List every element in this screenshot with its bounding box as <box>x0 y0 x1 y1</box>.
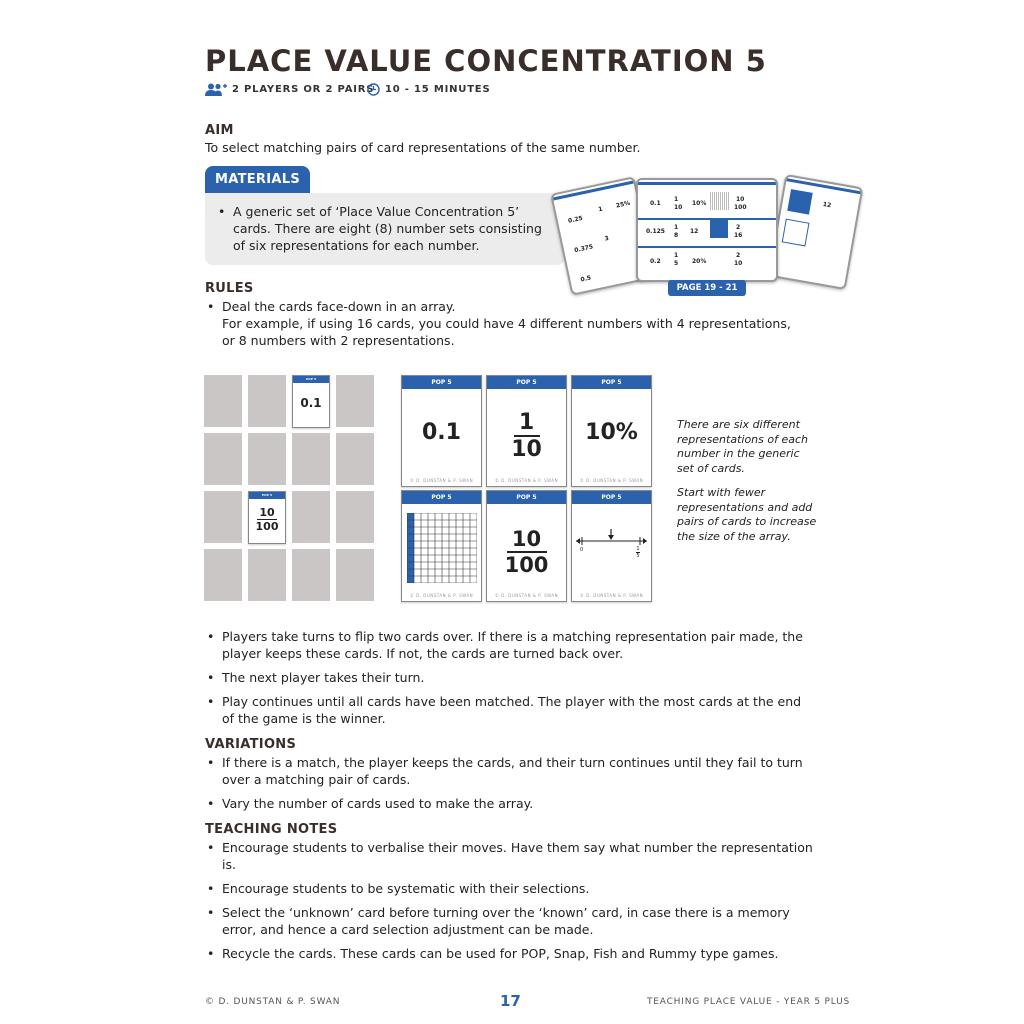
rules-list <box>205 628 815 734</box>
variations-item: • If there is a match, the player keeps the cards, and their turn continues until they fail to turn over a matching pair of cards. <box>205 754 820 788</box>
card-grid[interactable]: POP 5 © D. DUNSTAN & P. SWAN <box>401 490 482 602</box>
aim-heading: AIM <box>205 123 234 138</box>
rules-item: • Deal the cards face-down in an array. <box>205 298 805 315</box>
variations-list <box>205 754 820 819</box>
page-number: 17 <box>500 992 521 1010</box>
rules-item: • Play continues until all cards have been matched. The player with the most cards at the end of the game is the winner. <box>205 693 815 727</box>
teaching-note-item: • Select the ‘unknown’ card before turning over the ‘known’ card, in case there is a memory error, and hence a card selection adjustment can be made. <box>205 904 815 938</box>
variations-heading: VARIATIONS <box>205 737 297 752</box>
side-note-p2: Start with fewer representations and add pairs of cards to increase the size of the array. <box>677 486 817 543</box>
side-note-p1: There are six different representations of each number in the generic set of cards. <box>677 418 809 475</box>
flipped-card[interactable]: POP 5 0.1 <box>292 375 330 428</box>
materials-list <box>216 203 546 261</box>
rules-item: • The next player takes their turn. <box>205 669 815 686</box>
time-label: 10 - 15 MINUTES <box>385 84 491 95</box>
card-array <box>204 375 379 603</box>
rules-item: • Players take turns to flip two cards over. If there is a matching representation pair made, the player keeps these cards. If not, the cards are turned back over. <box>205 628 815 662</box>
teaching-note-item: • Encourage students to be systematic with their selections. <box>205 880 815 897</box>
preview-page-left: 0.25 1 25% 0.375 3 0.5 <box>550 176 656 296</box>
time-info <box>367 83 490 96</box>
footer-copyright: © D. DUNSTAN & P. SWAN <box>205 997 341 1007</box>
preview-page-right: 12 <box>768 174 864 290</box>
clock-icon <box>367 83 380 96</box>
flipped-card[interactable]: POP 5 10 100 <box>248 491 286 544</box>
card-fraction-hundredths[interactable]: POP 5 10 100 © D. DUNSTAN & P. SWAN <box>486 490 567 602</box>
page-title: PLACE VALUE CONCENTRATION 5 <box>205 44 767 78</box>
variations-item: • Vary the number of cards used to make the array. <box>205 795 820 812</box>
rules-heading: RULES <box>205 281 254 296</box>
players-label: 2 PLAYERS OR 2 PAIRS <box>232 84 375 95</box>
card-percent[interactable]: POP 5 10% © D. DUNSTAN & P. SWAN <box>571 375 652 487</box>
players-info <box>205 83 374 96</box>
number-line-fraction: 1 5 <box>636 546 640 559</box>
number-line-zero: 0 <box>580 547 584 553</box>
rules-intro <box>205 298 805 349</box>
materials-tab: MATERIALS <box>205 166 310 193</box>
card-fraction[interactable]: POP 5 1 10 © D. DUNSTAN & P. SWAN <box>486 375 567 487</box>
card-decimal[interactable]: POP 5 0.1 © D. DUNSTAN & P. SWAN <box>401 375 482 487</box>
page-badge: PAGE 19 - 21 <box>668 280 746 296</box>
number-line-icon <box>574 527 649 547</box>
rules-example: For example, if using 16 cards, you could have 4 different numbers with 4 representations, or 8 numbers with 2 representations. <box>222 316 791 348</box>
side-note <box>677 418 817 544</box>
teaching-note-item: • Recycle the cards. These cards can be used for POP, Snap, Fish and Rummy type games. <box>205 945 815 962</box>
footer-book-title: TEACHING PLACE VALUE - YEAR 5 PLUS <box>647 997 851 1007</box>
teaching-note-item: • Encourage students to verbalise their moves. Have them say what number the representation is. <box>205 839 815 873</box>
aim-text: To select matching pairs of card representations of the same number. <box>205 140 641 155</box>
card-pages-preview <box>556 160 861 300</box>
hundred-grid-icon <box>407 513 477 583</box>
card-number-line[interactable]: POP 5 0 1 5 © D. DUNSTAN & P. SWAN <box>571 490 652 602</box>
materials-item: • A generic set of ‘Place Value Concentration 5’ cards. There are eight (8) number sets consisting of six representations for each number. <box>216 203 546 254</box>
teaching-notes-heading: TEACHING NOTES <box>205 822 338 837</box>
players-icon <box>205 83 227 96</box>
teaching-notes-list <box>205 839 815 969</box>
preview-page-center: 0.1 1 10 10% 10 100 0.125 1 8 12 2 16 0.2 1 5 20% 2 10 <box>636 178 778 282</box>
